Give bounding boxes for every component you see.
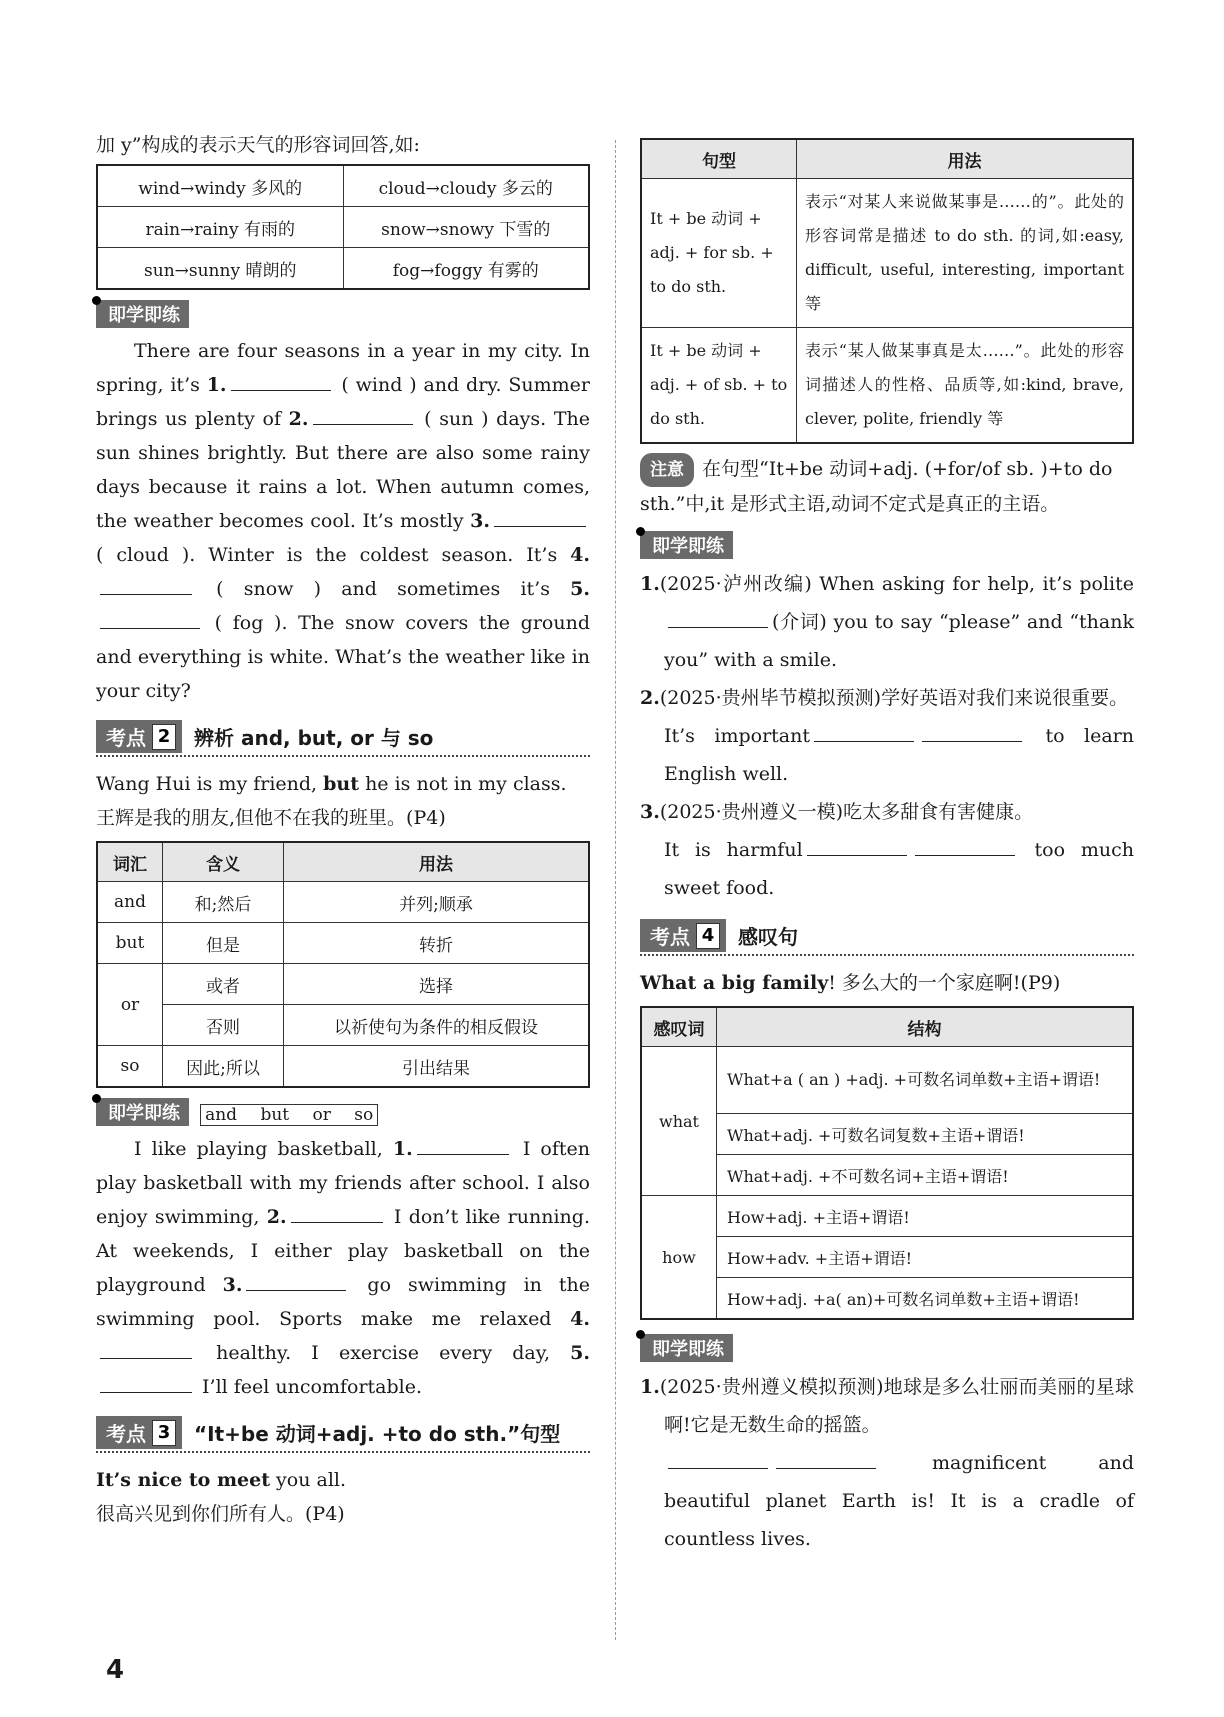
question-text: It is harmful <box>664 839 803 861</box>
answer-blank[interactable] <box>100 606 200 629</box>
section-heading-kd4 <box>640 919 1134 956</box>
passage-text: go swimming in the swimming pool. Sports make me relaxed <box>96 1274 590 1330</box>
weather-adjective-table <box>96 164 590 290</box>
table-cell: 以祈使句为条件的相反假设 <box>284 1005 590 1046</box>
table-cell: and <box>97 882 163 923</box>
column-header: 用法 <box>284 842 590 882</box>
question-text: When asking for help, it’s polite <box>819 573 1135 595</box>
table-cell: 选择 <box>284 964 590 1005</box>
table-cell: What+adj. +可数名词复数+主语+谓语! <box>717 1114 1134 1155</box>
passage-text: I like playing basketball, <box>134 1138 393 1160</box>
page-number: 4 <box>106 1655 125 1685</box>
table-cell: What+adj. +不可数名词+主语+谓语! <box>717 1155 1134 1196</box>
answer-blank[interactable] <box>246 1268 346 1291</box>
column-header: 含义 <box>163 842 284 882</box>
table-header-row <box>641 1007 1133 1047</box>
question-item <box>640 565 1134 679</box>
answer-blank[interactable] <box>922 719 1022 742</box>
table-cell: How+adj. +a( an)+可数名词单数+主语+谓语! <box>717 1278 1134 1320</box>
question-source: (2025·贵州遵义模拟预测) <box>659 1376 884 1398</box>
column-header: 感叹词 <box>641 1007 717 1047</box>
answer-blank[interactable] <box>776 1446 876 1469</box>
table-cell: what <box>641 1047 717 1196</box>
kaodian-label: 考点 <box>106 1422 146 1446</box>
example-text: he is not in my class. <box>359 773 567 795</box>
passage-text: ( cloud ). Winter is the coldest season. It’s <box>96 544 571 566</box>
column-header: 词汇 <box>97 842 163 882</box>
table-cell: 引出结果 <box>284 1046 590 1088</box>
blank-number: 4. <box>570 544 590 566</box>
table-row <box>97 964 589 1005</box>
question-text: It’s important <box>664 725 811 747</box>
passage-text: ( sun ) days. The sun shines brightly. But there are also some rainy days because it rains a lot. When autumn comes, the weather becomes cool. It’s mostly <box>96 408 590 532</box>
table-row <box>97 1046 589 1088</box>
question-text: magnificent and beautiful planet Earth is! It is a cradle of countless lives. <box>664 1452 1134 1550</box>
example-sentence <box>640 966 1134 1000</box>
question-item <box>640 793 1134 907</box>
passage-text: healthy. I exercise every day, <box>196 1342 571 1364</box>
blank-number: 2. <box>288 408 309 430</box>
question-item <box>640 679 1134 793</box>
blank-number: 5. <box>570 1342 590 1364</box>
table-cell: It + be 动词 + adj. + of sb. + to do sth. <box>641 328 797 444</box>
table-cell: fog→foggy 有雾的 <box>343 248 589 290</box>
answer-blank[interactable] <box>668 1446 768 1469</box>
table-cell: 或者 <box>163 964 284 1005</box>
table-row <box>641 1196 1133 1237</box>
kaodian-tag <box>96 1416 182 1449</box>
table-row <box>641 328 1133 444</box>
question-source: (2025·泸州改编) <box>659 573 812 595</box>
table-cell: How+adv. +主语+谓语! <box>717 1237 1134 1278</box>
word-bank: and but or so <box>200 1104 378 1126</box>
answer-blank[interactable] <box>100 572 192 595</box>
table-cell: 并列;顺承 <box>284 882 590 923</box>
blank-number: 3. <box>470 510 490 532</box>
left-column <box>96 130 590 1531</box>
example-bold: but <box>323 773 360 795</box>
table-cell: 表示“某人做某事真是太……”。此处的形容词描述人的性格、品质等,如:kind, brave, clever, polite, friendly 等 <box>797 328 1134 444</box>
table-header-row <box>641 139 1133 179</box>
practice-label: 即学即练 <box>96 300 189 328</box>
question-chinese: 学好英语对我们来说很重要。 <box>881 687 1129 709</box>
example-sentence <box>96 1463 590 1497</box>
passage-text: I’ll feel uncomfortable. <box>196 1376 423 1398</box>
question-text: to learn English well. <box>664 725 1134 785</box>
question-source: (2025·贵州毕节模拟预测) <box>659 687 882 709</box>
table-cell: 和;然后 <box>163 882 284 923</box>
example-translation: 王辉是我的朋友,但他不在我的班里。(P4) <box>96 807 446 829</box>
kaodian-number: 4 <box>696 923 720 949</box>
table-cell: how <box>641 1196 717 1320</box>
table-row <box>97 923 589 964</box>
passage-text: ( fog ). The snow covers the ground and everything is white. What’s the weather like in your city? <box>96 612 590 702</box>
note-text: 在句型“It+be 动词+adj. (+for/of sb. )+to do sth.”中,it 是形式主语,动词不定式是真正的主语。 <box>640 458 1113 515</box>
section-title: 辨析 and, but, or 与 so <box>194 726 434 750</box>
answer-blank[interactable] <box>100 1370 192 1393</box>
question-number: 2. <box>640 687 660 709</box>
passage-text: There are four seasons in a year in my city. In spring, it’s <box>96 340 590 396</box>
answer-blank[interactable] <box>814 719 914 742</box>
example-text: Wang Hui is my friend, <box>96 773 324 795</box>
answer-blank[interactable] <box>291 1200 383 1223</box>
passage-sports <box>96 1132 590 1404</box>
table-cell: snow→snowy 下雪的 <box>343 207 589 248</box>
question-text: too much sweet food. <box>664 839 1135 899</box>
practice-label: 即学即练 <box>96 1098 189 1126</box>
blank-number: 5. <box>570 578 590 600</box>
table-cell: sun→sunny 晴朗的 <box>97 248 343 290</box>
table-row <box>641 1047 1133 1114</box>
passage-text: ( wind ) and dry. Summer brings us plenty of <box>96 374 590 430</box>
table-cell: What+a ( an ) +adj. +可数名词单数+主语+谓语! <box>717 1047 1134 1114</box>
blank-number: 1. <box>392 1138 413 1160</box>
answer-blank[interactable] <box>668 605 768 628</box>
question-line <box>664 717 1134 793</box>
question-text: (介词) you to say “please” and “thank you” with a smile. <box>664 611 1134 671</box>
column-divider <box>615 140 616 1640</box>
question-number: 1. <box>640 573 660 595</box>
question-chinese: 吃太多甜食有害健康。 <box>843 801 1034 823</box>
note-tag: 注意 <box>640 453 694 487</box>
blank-number: 2. <box>266 1206 287 1228</box>
table-cell: rain→rainy 有雨的 <box>97 207 343 248</box>
answer-blank[interactable] <box>100 1336 192 1359</box>
table-cell: 转折 <box>284 923 590 964</box>
exclamation-table <box>640 1006 1134 1320</box>
section-title: 感叹句 <box>738 925 798 949</box>
answer-blank[interactable] <box>807 833 907 856</box>
table-cell: cloud→cloudy 多云的 <box>343 165 589 207</box>
question-line <box>664 831 1134 907</box>
table-cell: or <box>97 964 163 1046</box>
practice-label: 即学即练 <box>640 1334 733 1362</box>
blank-number: 1. <box>206 374 227 396</box>
question-line <box>664 1444 1134 1558</box>
kaodian-tag <box>96 720 182 753</box>
example-translation: 很高兴见到你们所有人。(P4) <box>96 1503 345 1525</box>
table-cell: 因此;所以 <box>163 1046 284 1088</box>
question-source: (2025·贵州遵义一模) <box>659 801 844 823</box>
column-header: 句型 <box>641 139 797 179</box>
example-text: ! 多么大的一个家庭啊!(P9) <box>828 972 1061 994</box>
example-bold: It’s nice to meet <box>96 1469 271 1491</box>
passage-text: I don’t like running. At weekends, I either play basketball on the playground <box>96 1206 590 1296</box>
column-header: 结构 <box>717 1007 1134 1047</box>
intro-text: 加 y”构成的表示天气的形容词回答,如: <box>96 134 420 156</box>
passage-text: ( snow ) and sometimes it’s <box>196 578 571 600</box>
right-column <box>640 138 1134 1558</box>
question-item <box>640 1368 1134 1558</box>
table-cell: but <box>97 923 163 964</box>
answer-blank[interactable] <box>417 1132 509 1155</box>
sentence-pattern-table <box>640 138 1134 444</box>
question-chinese: 地球是多么壮丽而美丽的星球啊!它是无数生命的摇篮。 <box>664 1376 1135 1436</box>
kaodian-tag <box>640 919 726 952</box>
table-row <box>97 882 589 923</box>
table-row <box>97 1005 589 1046</box>
table-cell: 表示“对某人来说做某事是……的”。此处的形容词常是描述 to do sth. 的词,如:easy, difficult, useful, interesting, important 等 <box>797 179 1134 328</box>
answer-blank[interactable] <box>915 833 1015 856</box>
kaodian-label: 考点 <box>650 925 690 949</box>
column-header: 用法 <box>797 139 1134 179</box>
kaodian-number: 3 <box>152 1420 176 1446</box>
table-cell: It + be 动词 + adj. + for sb. + to do sth. <box>641 179 797 328</box>
kaodian-label: 考点 <box>106 726 146 750</box>
table-cell: 但是 <box>163 923 284 964</box>
table-row <box>97 207 589 248</box>
table-cell: wind→windy 多风的 <box>97 165 343 207</box>
table-row <box>641 179 1133 328</box>
section-heading-kd2 <box>96 720 590 757</box>
table-row <box>97 165 589 207</box>
conjunction-table <box>96 841 590 1088</box>
question-number: 1. <box>640 1376 660 1398</box>
answer-blank[interactable] <box>494 504 586 527</box>
section-title: “It+be 动词+adj. +to do sth.”句型 <box>194 1422 561 1446</box>
table-cell: 否则 <box>163 1005 284 1046</box>
example-sentence <box>96 767 590 801</box>
passage-text: I often play basketball with my friends after school. I also enjoy swimming, <box>96 1138 591 1228</box>
section-heading-kd3 <box>96 1416 590 1453</box>
practice-row <box>96 1088 590 1132</box>
table-cell: so <box>97 1046 163 1088</box>
example-text: you all. <box>270 1469 347 1491</box>
example-bold: What a big family <box>640 972 829 994</box>
blank-number: 3. <box>222 1274 243 1296</box>
answer-blank[interactable] <box>231 368 331 391</box>
passage-weather <box>96 334 590 708</box>
answer-blank[interactable] <box>313 402 413 425</box>
question-number: 3. <box>640 801 660 823</box>
note-paragraph <box>640 452 1134 521</box>
kaodian-number: 2 <box>152 724 176 750</box>
practice-label: 即学即练 <box>640 531 733 559</box>
blank-number: 4. <box>570 1308 590 1330</box>
table-cell: How+adj. +主语+谓语! <box>717 1196 1134 1237</box>
table-row <box>97 248 589 290</box>
table-header-row <box>97 842 589 882</box>
